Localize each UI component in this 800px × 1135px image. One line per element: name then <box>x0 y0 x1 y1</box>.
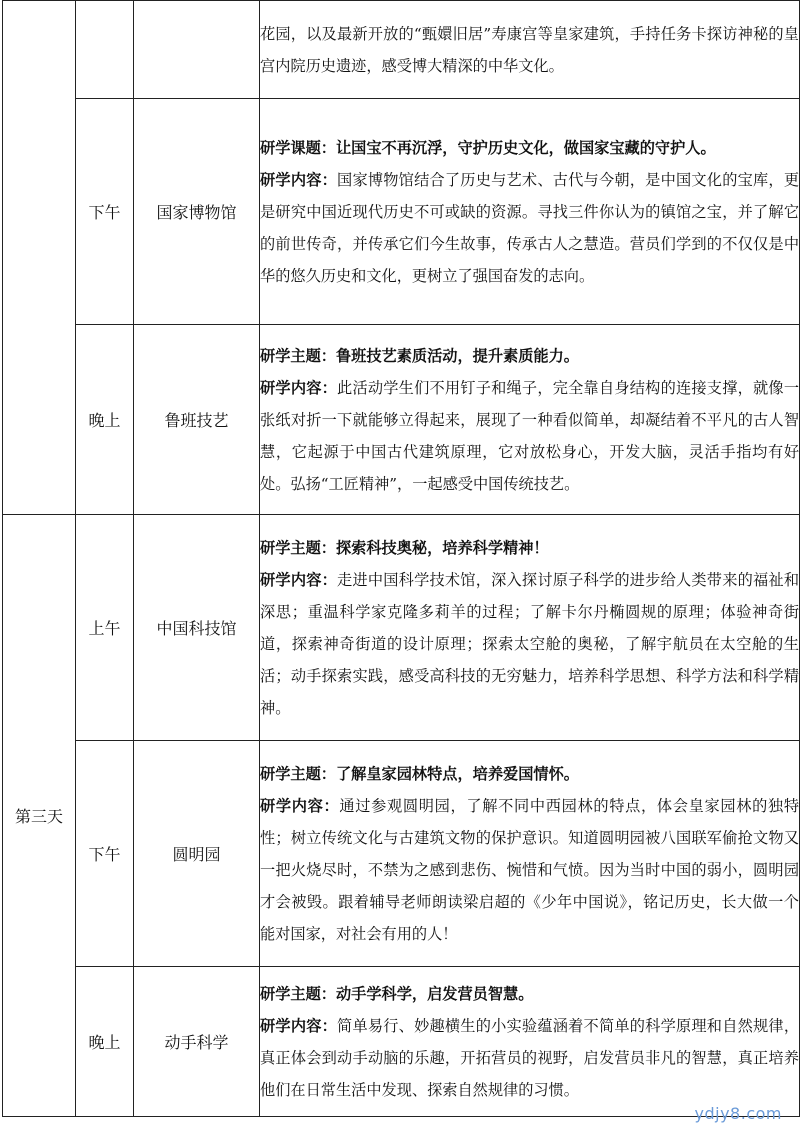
research-theme: 研学主题：动手学科学，启发营员智慧。 <box>260 984 534 1003</box>
research-content-label: 研学内容： <box>260 796 340 815</box>
place-cell: 鲁班技艺 <box>134 325 260 515</box>
research-content-label: 研学内容： <box>260 570 338 589</box>
table-row <box>3 1 800 99</box>
table-row <box>3 325 800 515</box>
day-cell-empty <box>3 1 76 515</box>
place-cell: 中国科技馆 <box>134 515 260 741</box>
content-text: 花园，以及最新开放的“甄嬛旧居”寿康宫等皇家建筑，手持任务卡探访神秘的皇宫内院历史遗迹，感受博大精深的中华文化。 <box>260 24 799 75</box>
content-cell <box>260 515 800 741</box>
place-cell: 圆明园 <box>134 741 260 967</box>
time-cell: 上午 <box>76 515 134 741</box>
watermark: ydjy8.com <box>694 1104 782 1123</box>
schedule-table <box>2 0 800 1117</box>
time-cell: 晚上 <box>76 967 134 1117</box>
research-content-label: 研学内容： <box>260 1016 338 1035</box>
time-cell: 晚上 <box>76 325 134 515</box>
research-content-label: 研学内容： <box>260 378 338 397</box>
content-text: 简单易行、妙趣横生的小实验蕴涵着不简单的科学原理和自然规律，真正体会到动手动脑的乐趣，开拓营员的视野，启发营员非凡的智慧，真正培养他们在日常生活中发现、探索自然规律的习惯。 <box>260 1016 799 1099</box>
content-cell <box>260 741 800 967</box>
research-theme: 研学课题：让国宝不再沉浮，守护历史文化，做国家宝藏的守护人。 <box>260 138 716 157</box>
content-text: 此活动学生们不用钉子和绳子，完全靠自身结构的连接支撑，就像一张纸对折一下就能够立得起来，展现了一种看似简单，却凝结着不平凡的古人智慧，它起源于中国古代建筑原理，它对放松身心，开发大脑，灵活手指均有好处。弘扬“工匠精神”，一起感受中国传统技艺。 <box>260 378 799 493</box>
content-text: 通过参观圆明园，了解不同中西园林的特点，体会皇家园林的独特性；树立传统文化与古建筑文物的保护意识。知道圆明园被八国联军偷抢文物又一把火烧尽时，不禁为之感到悲伤、惋惜和气愤。因为当时中国的弱小，圆明园才会被毁。跟着辅导老师朗读梁启超的《少年中国说》，铭记历史，长大做一个能对国家，对社会有用的人！ <box>260 796 800 943</box>
time-cell: 下午 <box>76 741 134 967</box>
content-cell <box>260 967 800 1117</box>
time-cell: 下午 <box>76 99 134 325</box>
table-row <box>3 741 800 967</box>
research-theme: 研学主题：鲁班技艺素质活动，提升素质能力。 <box>260 346 579 365</box>
place-cell <box>134 1 260 99</box>
research-content-label: 研学内容： <box>260 170 338 189</box>
time-cell <box>76 1 134 99</box>
research-theme: 研学主题：探索科技奥秘，培养科学精神！ <box>260 538 549 557</box>
research-theme: 研学主题：了解皇家园林特点，培养爱国情怀。 <box>260 764 579 783</box>
content-text: 国家博物馆结合了历史与艺术、古代与今朝，是中国文化的宝库，更是研究中国近现代历史不可或缺的资源。寻找三件你认为的镇馆之宝，并了解它的前世传奇，并传承它们今生故事，传承古人之慧造。营员们学到的不仅仅是中华的悠久历史和文化，更树立了强国奋发的志向。 <box>260 170 799 285</box>
content-text: 走进中国科学技术馆，深入探讨原子科学的进步给人类带来的福祉和深思；重温科学家克隆多莉羊的过程；了解卡尔丹椭圆规的原理；体验神奇街道，探索神奇街道的设计原理；探索太空舱的奥秘，了解宇航员在太空舱的生活；动手探索实践，感受高科技的无穷魅力，培养科学思想、科学方法和科学精神。 <box>260 570 799 717</box>
content-cell <box>260 99 800 325</box>
place-cell: 国家博物馆 <box>134 99 260 325</box>
table-row <box>3 515 800 741</box>
table-row <box>3 967 800 1117</box>
table-row <box>3 99 800 325</box>
content-cell <box>260 325 800 515</box>
content-cell <box>260 1 800 99</box>
place-cell: 动手科学 <box>134 967 260 1117</box>
day-label: 第三天 <box>3 515 76 1117</box>
